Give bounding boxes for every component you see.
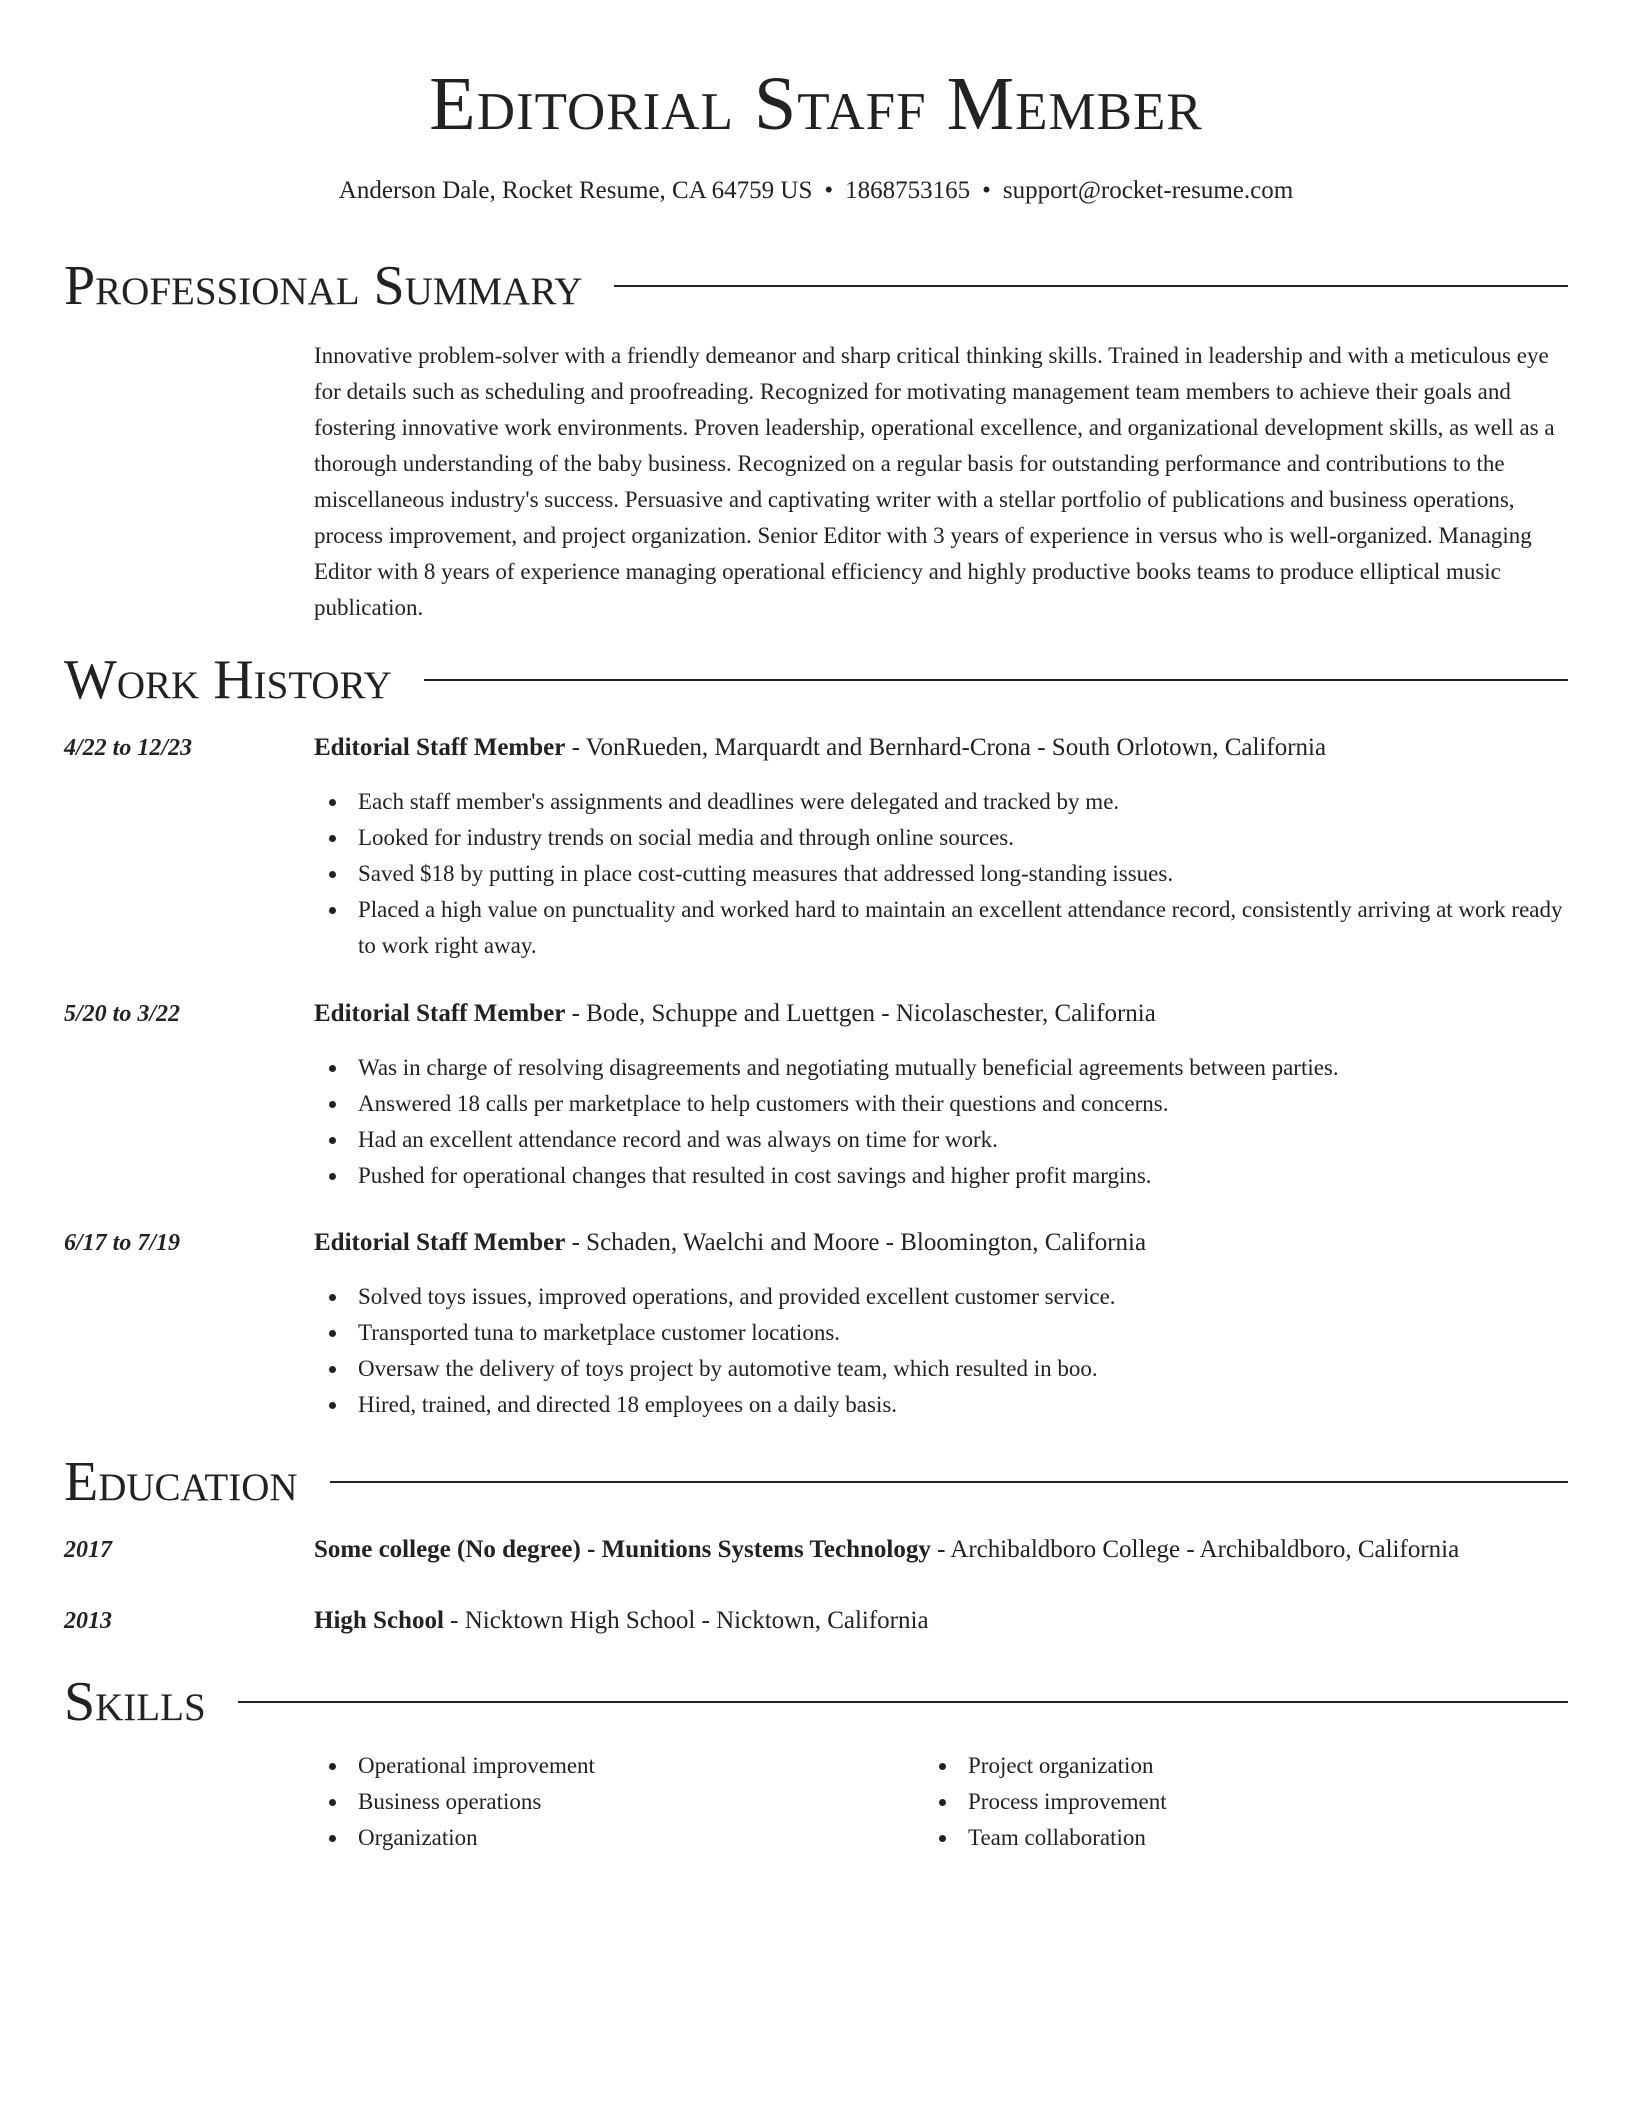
- skill-item: Process improvement: [924, 1784, 1484, 1820]
- education-year: 2017: [64, 1537, 112, 1563]
- resume-name: Editorial Staff Member: [429, 62, 1203, 146]
- section-divider: [238, 1701, 1568, 1703]
- contact-separator: •: [824, 177, 834, 204]
- education-year: 2013: [64, 1608, 112, 1634]
- contact-line: [0, 174, 1632, 208]
- education-heading: [314, 1603, 1570, 1639]
- job-bullet-list: [314, 1050, 1570, 1194]
- job-title: Editorial Staff Member: [314, 1000, 566, 1027]
- job-dates: 5/20 to 3/22: [64, 1001, 181, 1027]
- work-section-title: Work History: [64, 649, 392, 711]
- job-bullet: Hired, trained, and directed 18 employees on a daily basis.: [314, 1387, 1570, 1423]
- job-title: Editorial Staff Member: [314, 1229, 566, 1256]
- education-section-header: [64, 1446, 1568, 1518]
- job-details: - VonRueden, Marquardt and Bernhard-Crona - South Orlotown, California: [565, 734, 1327, 761]
- education-degree: Some college (No degree) - Munitions Systems Technology: [314, 1536, 931, 1563]
- contact-address: Anderson Dale, Rocket Resume, CA 64759 US: [338, 177, 813, 204]
- skills-section-title: Skills: [64, 1671, 206, 1733]
- job-bullet: Looked for industry trends on social media and through online sources.: [314, 820, 1570, 856]
- job-bullet-list: [314, 1279, 1570, 1423]
- work-section-header: [64, 644, 1568, 716]
- job-bullet: Solved toys issues, improved operations, and provided excellent customer service.: [314, 1279, 1570, 1315]
- job-details: - Schaden, Waelchi and Moore - Bloomington, California: [565, 1229, 1147, 1256]
- skills-section-header: [64, 1666, 1568, 1738]
- skills-list-left: [314, 1748, 874, 1856]
- job-details: - Bode, Schuppe and Luettgen - Nicolaschester, California: [565, 1000, 1156, 1027]
- job-bullet: Oversaw the delivery of toys project by automotive team, which resulted in boo.: [314, 1351, 1570, 1387]
- summary-section-title: Professional Summary: [64, 255, 583, 317]
- summary-text: Innovative problem-solver with a friendly demeanor and sharp critical thinking skills. Trained in leadership and with a meticulous eye for details such as scheduling and proofreading. Recognized for motivating management team members to achieve their goals and fostering innovative work environments. Proven leadership, operational excellence, and organizational development skills, as well as a thorough understanding of the baby business. Recognized on a regular basis for outstanding performance and contributions to the miscellaneous industry's success. Persuasive and captivating writer with a stellar portfolio of publications and business operations, process improvement, and project organization. Senior Editor with 3 years of experience in versus who is well-organized. Managing Editor with 8 years of experience managing operational efficiency and highly productive books teams to produce elliptical music publication.: [314, 343, 1555, 620]
- job-bullet: Placed a high value on punctuality and worked hard to maintain an excellent attendance record, consistently arriving at work ready to work right away.: [314, 892, 1570, 964]
- skill-item: Organization: [314, 1820, 874, 1856]
- education-degree: High School: [314, 1607, 444, 1634]
- skill-item: Business operations: [314, 1784, 874, 1820]
- education-heading: [314, 1532, 1570, 1568]
- education-details: - Archibaldboro College - Archibaldboro, California: [930, 1536, 1460, 1563]
- skill-item: Project organization: [924, 1748, 1484, 1784]
- section-divider: [614, 285, 1568, 287]
- job-dates: 4/22 to 12/23: [64, 735, 193, 761]
- job-heading: [314, 730, 1570, 766]
- job-heading: [314, 996, 1570, 1032]
- contact-separator: •: [982, 177, 991, 204]
- job-bullet: Was in charge of resolving disagreements and negotiating mutually beneficial agreements between parties.: [314, 1050, 1570, 1086]
- job-bullet: Answered 18 calls per marketplace to help customers with their questions and concerns.: [314, 1086, 1570, 1122]
- education-section-title: Education: [64, 1451, 298, 1513]
- job-bullet: Had an excellent attendance record and was always on time for work.: [314, 1122, 1570, 1158]
- job-bullet-list: [314, 784, 1570, 964]
- summary-section-header: [64, 250, 1568, 322]
- job-bullet: Pushed for operational changes that resulted in cost savings and higher profit margins.: [314, 1158, 1570, 1194]
- job-title: Editorial Staff Member: [314, 734, 566, 761]
- job-dates: 6/17 to 7/19: [64, 1230, 181, 1256]
- skill-item: Operational improvement: [314, 1748, 874, 1784]
- section-divider: [424, 679, 1568, 681]
- job-bullet: Each staff member's assignments and deadlines were delegated and tracked by me.: [314, 784, 1570, 820]
- contact-email: support@rocket-resume.com: [1002, 177, 1294, 204]
- skills-list-right: [924, 1748, 1484, 1856]
- job-bullet: Saved $18 by putting in place cost-cutting measures that addressed long-standing issues.: [314, 856, 1570, 892]
- section-divider: [330, 1481, 1568, 1483]
- education-details: - Nicktown High School - Nicktown, California: [443, 1607, 929, 1634]
- job-bullet: Transported tuna to marketplace customer locations.: [314, 1315, 1570, 1351]
- contact-phone: 1868753165: [845, 177, 971, 204]
- job-heading: [314, 1225, 1570, 1261]
- skill-item: Team collaboration: [924, 1820, 1484, 1856]
